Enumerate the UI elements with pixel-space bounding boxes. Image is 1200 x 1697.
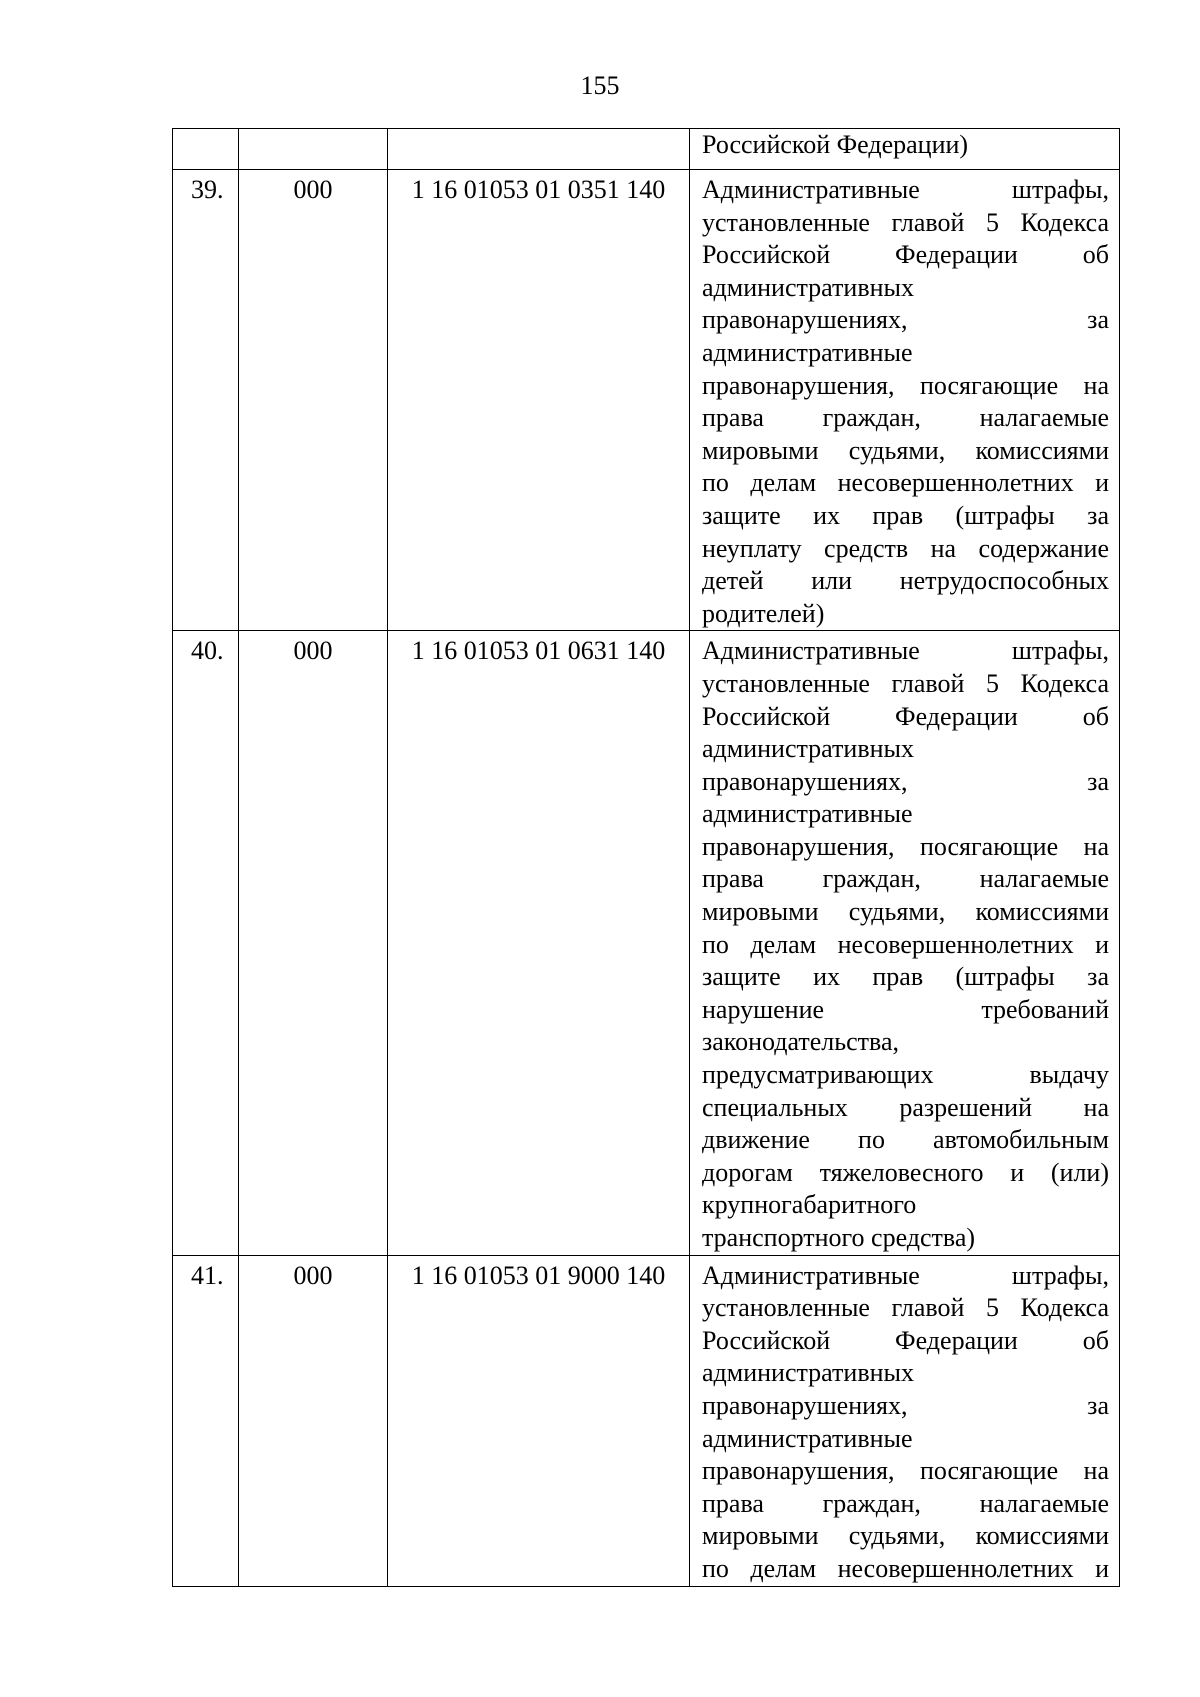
description-line: установленные главой 5 Кодекса bbox=[702, 1293, 1109, 1323]
description-line: родителей) bbox=[702, 598, 825, 628]
description-line: нарушение требований bbox=[702, 994, 1109, 1024]
description-line: права граждан, налагаемые bbox=[702, 403, 1109, 433]
description-line: Российской Федерации об bbox=[702, 1325, 1109, 1355]
description-line: транспортного средства) bbox=[702, 1223, 976, 1252]
row-number-cell: 40. bbox=[173, 631, 239, 1255]
admin-code-cell: 000 bbox=[239, 1255, 388, 1586]
description-line: защите их прав (штрафы за bbox=[702, 962, 1109, 992]
description-line: установленные главой 5 Кодекса bbox=[702, 207, 1109, 237]
description-line: административные bbox=[702, 799, 913, 829]
kbk-table bbox=[172, 128, 1120, 1587]
description-line: Российской Федерации об bbox=[702, 701, 1109, 731]
description-line: правонарушения, посягающие на bbox=[702, 1456, 1109, 1486]
description-line: движение по автомобильным bbox=[702, 1125, 1109, 1155]
description-line: Административные штрафы, bbox=[702, 175, 1109, 204]
table-row bbox=[173, 170, 1120, 631]
description-line: правонарушения, посягающие на bbox=[702, 370, 1109, 400]
description-line: законодательства, bbox=[702, 1027, 899, 1057]
row-number-cell: 41. bbox=[173, 1255, 239, 1586]
description-line: специальных разрешений на bbox=[702, 1092, 1109, 1122]
description-line: правонарушениях, за bbox=[702, 1390, 1109, 1420]
kbk-code-cell bbox=[388, 129, 690, 170]
description-line: по делам несовершеннолетних и bbox=[702, 468, 1109, 498]
description-line: мировыми судьями, комиссиями bbox=[702, 897, 1109, 927]
admin-code-cell: 000 bbox=[239, 631, 388, 1255]
description-line: крупногабаритного bbox=[702, 1190, 917, 1220]
description-line: административные bbox=[702, 1423, 913, 1453]
description-line: Административные штрафы, bbox=[702, 1260, 1109, 1290]
row-number-cell: 39. bbox=[173, 170, 239, 631]
description-line: административных bbox=[702, 734, 914, 764]
description-cell bbox=[690, 170, 1120, 631]
description-cell bbox=[690, 631, 1120, 1255]
row-number-cell bbox=[173, 129, 239, 170]
description-line: административных bbox=[702, 1358, 914, 1388]
description-line: Российской Федерации об bbox=[702, 240, 1109, 270]
description-line: детей или нетрудоспособных bbox=[702, 566, 1109, 596]
description-line: административные bbox=[702, 337, 913, 367]
description-cell: Российской Федерации) bbox=[690, 129, 1120, 170]
table-row bbox=[173, 1255, 1120, 1586]
description-line: предусматривающих выдачу bbox=[702, 1060, 1109, 1090]
description-line: права граждан, налагаемые bbox=[702, 864, 1109, 894]
description-line: дорогам тяжеловесного и (или) bbox=[702, 1157, 1109, 1187]
table-row-continuation bbox=[173, 129, 1120, 170]
admin-code-cell bbox=[239, 129, 388, 170]
description-line: неуплату средств на содержание bbox=[702, 533, 1109, 563]
description-cell bbox=[690, 1255, 1120, 1586]
description-line: по делам несовершеннолетних и bbox=[702, 929, 1109, 959]
description-line: по делам несовершеннолетних и bbox=[702, 1553, 1109, 1583]
description-line: защите их прав (штрафы за bbox=[702, 500, 1109, 530]
admin-code-cell: 000 bbox=[239, 170, 388, 631]
kbk-code-cell: 1 16 01053 01 9000 140 bbox=[388, 1255, 690, 1586]
description-line: правонарушениях, за bbox=[702, 766, 1109, 796]
description-line: административных bbox=[702, 272, 914, 302]
kbk-code-cell: 1 16 01053 01 0351 140 bbox=[388, 170, 690, 631]
description-line: мировыми судьями, комиссиями bbox=[702, 435, 1109, 465]
description-line: Административные штрафы, bbox=[702, 636, 1109, 666]
description-line: установленные главой 5 Кодекса bbox=[702, 668, 1109, 698]
description-line: права граждан, налагаемые bbox=[702, 1488, 1109, 1518]
description-line: правонарушениях, за bbox=[702, 305, 1109, 335]
description-line: правонарушения, посягающие на bbox=[702, 831, 1109, 861]
description-line: мировыми судьями, комиссиями bbox=[702, 1521, 1109, 1551]
kbk-code-cell: 1 16 01053 01 0631 140 bbox=[388, 631, 690, 1255]
table-row bbox=[173, 631, 1120, 1255]
page-number: 155 bbox=[580, 71, 620, 100]
